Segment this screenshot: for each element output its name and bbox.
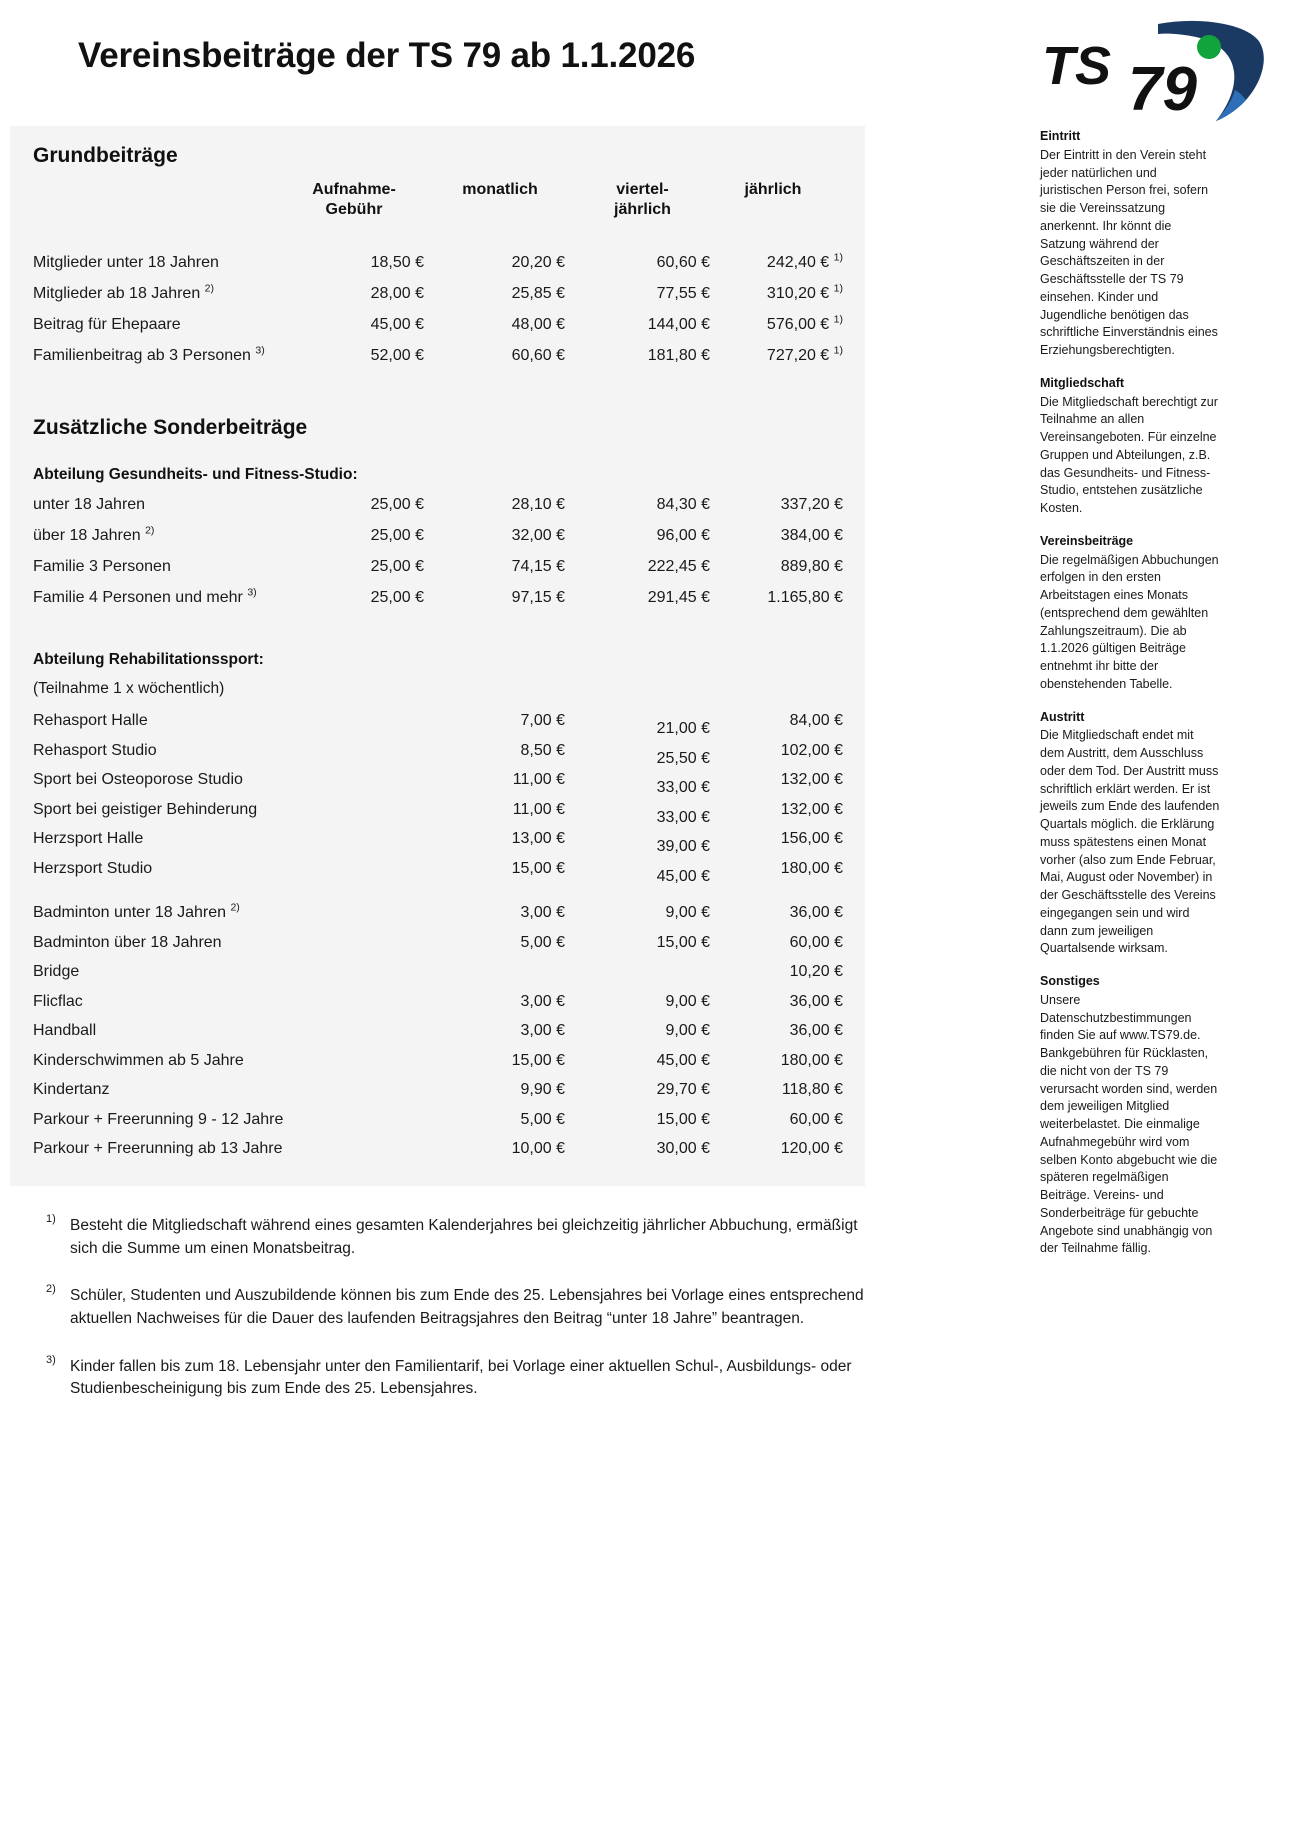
fee-label: Kindertanz — [33, 1081, 110, 1098]
fee-cell: 3,00 € — [520, 992, 565, 1010]
sidebar-section-body: Die Mitgliedschaft berechtigt zur Teilnahme an allen Vereinsangeboten. Für einzelne Gruppen und Abteilungen, z.B. das Gesundheits- und Fitness-Studio, entstehen zusätzliche Kosten. — [1040, 394, 1218, 515]
fee-cell: 180,00 € — [780, 859, 843, 877]
fee-cell: 120,00 € — [780, 1140, 843, 1157]
fee-label: Parkour + Freerunning ab 13 Jahre — [33, 1140, 283, 1157]
document-header — [0, 0, 1290, 126]
fee-cell: 84,00 € — [789, 712, 843, 729]
fee-cell: 889,80 € — [780, 558, 843, 575]
footnotes — [40, 1215, 870, 1426]
table-row — [10, 742, 865, 771]
sidebar-section-heading: Eintritt — [1040, 129, 1081, 143]
fee-cell: 18,50 € — [370, 254, 424, 271]
fee-cell: 25,00 € — [370, 589, 424, 606]
fee-cell: 11,00 € — [512, 800, 565, 818]
table-row — [10, 496, 865, 525]
fee-cell: 5,00 € — [520, 1110, 565, 1128]
sidebar-section — [1040, 375, 1220, 518]
fee-cell: 45,00 € — [656, 867, 710, 885]
fee-cell: 8,50 € — [520, 741, 565, 759]
table-row — [10, 282, 865, 314]
footnote-ref: 1) — [833, 344, 843, 357]
fee-cell: 74,15 € — [511, 558, 565, 575]
section-title-grundbeitraege: Grundbeiträge — [33, 144, 178, 167]
table-row — [10, 313, 865, 345]
fee-cell: 144,00 € — [647, 316, 710, 333]
table-row — [10, 586, 865, 618]
fee-label: über 18 Jahren $^{2)}$ — [33, 524, 155, 544]
fee-cell: 222,45 € — [647, 558, 710, 575]
fee-cell: 576,00 € $^{1)}$ — [766, 313, 843, 333]
footnote-ref: 1) — [833, 313, 843, 326]
footnote-ref: 1) — [833, 251, 843, 264]
footnote-item — [40, 1285, 870, 1330]
footnote-ref: 2) — [230, 901, 240, 914]
fee-cell: 60,00 € — [789, 933, 843, 951]
page-title: Vereinsbeiträge der TS 79 ab 1.1.2026 — [78, 36, 696, 75]
fee-cell: 384,00 € — [780, 527, 843, 544]
footnote-ref: 3) — [255, 344, 265, 357]
sidebar-section-body: Die Mitgliedschaft endet mit dem Austritt, dem Ausschluss oder dem Tod. Der Austritt muss schriftlich erklärt werden. Er ist jeweils zum Ende des laufenden Quartals möglich. die Erklärung muss spätestens einen Monat vorher (also zum Ende Februar, Mai, August oder November) in der Geschäftsstelle des Vereins eingegangen sein und wird dann zum jeweiligen Quartalsende wirksam. — [1040, 728, 1220, 956]
table-row — [10, 830, 865, 859]
fee-cell: 39,00 € — [656, 838, 710, 855]
fee-label: Handball — [33, 1022, 97, 1039]
footnote-ref: 2) — [145, 524, 155, 537]
table-row — [10, 1081, 865, 1110]
fee-cell: 9,00 € — [665, 992, 710, 1010]
fee-cell: 132,00 € — [780, 800, 843, 818]
table-row — [10, 771, 865, 800]
svg-text:TS: TS — [1042, 36, 1112, 96]
fee-cell: 36,00 € — [789, 1022, 843, 1039]
table-row — [10, 524, 865, 556]
fee-cell: 9,00 € — [665, 904, 710, 921]
fee-label: Herzsport Studio — [33, 859, 153, 877]
fee-cell: 45,00 € — [656, 1051, 710, 1069]
fee-cell: 291,45 € — [647, 589, 710, 606]
table-row — [10, 1022, 865, 1051]
fee-cell: 11,00 € — [512, 771, 565, 788]
footnote-item — [40, 1215, 870, 1260]
fee-label: Sport bei Osteoporose Studio — [33, 771, 243, 788]
fee-cell: 181,80 € — [647, 347, 710, 364]
fee-cell: 310,20 € $^{1)}$ — [766, 282, 843, 302]
sidebar-section — [1040, 973, 1220, 1258]
footnote-marker: 3) — [46, 1353, 56, 1366]
table-row — [10, 251, 865, 283]
sidebar-section-heading: Austritt — [1040, 709, 1085, 724]
sidebar-section — [1040, 709, 1220, 959]
fee-cell: 15,00 € — [511, 1051, 565, 1069]
fee-cell: 15,00 € — [656, 933, 710, 951]
sidebar-section-heading: Vereinsbeiträge — [1040, 533, 1134, 548]
ts79-logo — [1040, 18, 1270, 122]
fee-cell: 20,20 € — [511, 254, 565, 271]
fee-cell: 3,00 € — [520, 1022, 565, 1039]
fee-cell: 7,00 € — [520, 712, 565, 729]
fee-cell: 156,00 € — [780, 830, 843, 847]
table-row — [10, 1140, 865, 1169]
table-row — [10, 901, 865, 933]
fee-cell: 25,00 € — [370, 496, 424, 513]
fee-cell: 118,80 € — [781, 1081, 843, 1098]
fee-cell: 21,00 € — [656, 720, 710, 737]
section-title-sonderbeitraege: Zusätzliche Sonderbeiträge — [33, 416, 308, 439]
table-row — [10, 801, 865, 830]
fee-cell: 29,70 € — [656, 1081, 710, 1098]
fee-cell: 727,20 € $^{1)}$ — [766, 344, 843, 364]
footnote-item — [40, 1353, 870, 1401]
fee-cell: 9,90 € — [520, 1081, 565, 1098]
column-header-vierteljaehrlich: viertel- jährlich — [614, 181, 671, 219]
fee-label: unter 18 Jahren — [33, 496, 146, 513]
column-header-monatlich: monatlich — [462, 181, 538, 198]
fee-cell: 180,00 € — [780, 1051, 843, 1069]
sidebar-section-body: Die regelmäßigen Abbuchungen erfolgen in den ersten Arbeitstagen eines Monats (entsprechend dem gewählten Zahlungszeitraum). Die ab 1.1.2026 gültigen Beiträge entnehmt ihr bitte der obenstehenden Tabelle. — [1040, 552, 1219, 691]
fee-label: Mitglieder ab 18 Jahren $^{2)}$ — [33, 282, 214, 302]
fee-label: Kinderschwimmen ab 5 Jahre — [33, 1051, 244, 1069]
column-header-jaehrlich: jährlich — [744, 181, 802, 198]
fee-cell: 10,00 € — [511, 1140, 565, 1157]
table-row — [10, 344, 865, 376]
table-row — [10, 558, 865, 587]
subsection-studio-heading: Abteilung Gesundheits- und Fitness-Studio: — [33, 466, 358, 483]
fee-cell: 36,00 € — [789, 904, 843, 921]
table-row — [10, 934, 865, 963]
fee-cell: 3,00 € — [520, 904, 565, 921]
sidebar-section — [1040, 128, 1220, 360]
fee-cell: 33,00 € — [656, 779, 710, 796]
fee-cell: 60,00 € — [789, 1110, 843, 1128]
table-row — [10, 860, 865, 889]
info-sidebar — [1040, 128, 1220, 1273]
footnote-marker: 2) — [46, 1283, 56, 1296]
fee-cell: 60,60 € — [656, 254, 710, 271]
subsection-reha-heading: Abteilung Rehabilitationssport: — [33, 651, 264, 668]
fee-cell: 25,00 € — [370, 558, 424, 575]
fee-cell: 9,00 € — [665, 1022, 710, 1039]
fee-label: Familie 4 Personen und mehr $^{3)}$ — [33, 586, 257, 606]
footnote-ref: 2) — [204, 282, 214, 295]
fee-label: Badminton über 18 Jahren — [33, 933, 222, 951]
fee-cell: 33,00 € — [656, 808, 710, 826]
fee-label: Mitglieder unter 18 Jahren — [33, 254, 219, 271]
sidebar-section-heading: Mitgliedschaft — [1040, 375, 1125, 390]
fee-cell: 1.165,80 € — [767, 589, 843, 606]
fee-cell: 45,00 € — [370, 316, 424, 333]
fee-cell: 28,00 € — [370, 285, 424, 302]
fee-cell: 77,55 € — [656, 285, 710, 302]
sidebar-section-heading: Sonstiges — [1040, 974, 1100, 988]
fee-cell: 102,00 € — [780, 741, 843, 759]
fee-cell: 15,00 € — [511, 859, 565, 877]
fee-cell: 36,00 € — [789, 992, 843, 1010]
footnote-text: Schüler, Studenten und Auszubildende können bis zum Ende des 25. Lebensjahres bei Vorlage eines entsprechend aktuellen Nachweises für die Dauer des laufenden Beitragsjahres den Beitrag “unter 18 Jahre” beantragen. — [70, 1287, 864, 1327]
fee-cell: 25,00 € — [370, 527, 424, 544]
fee-label: Flicflac — [33, 992, 83, 1010]
fee-label: Rehasport Studio — [33, 741, 157, 759]
fee-cell: 96,00 € — [656, 527, 710, 544]
fees-panel — [10, 126, 865, 1186]
fee-label: Familie 3 Personen — [33, 558, 171, 575]
footnote-text: Kinder fallen bis zum 18. Lebensjahr unter den Familientarif, bei Vorlage einer aktuellen Schul-, Ausbildungs- oder Studienbescheinigung bis zum Ende des 25. Lebensjahres. — [70, 1357, 852, 1398]
table-row — [10, 993, 865, 1022]
fee-label: Rehasport Halle — [33, 712, 148, 729]
footnote-marker: 1) — [46, 1213, 56, 1225]
fee-cell: 25,50 € — [656, 749, 710, 767]
fee-label: Parkour + Freerunning 9 - 12 Jahre — [33, 1110, 284, 1128]
fee-label: Familienbeitrag ab 3 Personen $^{3)}$ — [33, 344, 265, 364]
fee-cell: 13,00 € — [511, 830, 565, 847]
sidebar-section — [1040, 533, 1220, 694]
fee-cell: 52,00 € — [370, 347, 424, 364]
fee-cell: 48,00 € — [511, 316, 565, 333]
reha-participation-note: (Teilnahme 1 x wöchentlich) — [33, 680, 225, 697]
table-row — [10, 963, 865, 992]
fee-label: Bridge — [33, 963, 80, 980]
fee-label: Beitrag für Ehepaare — [33, 316, 181, 333]
footnote-text: Besteht die Mitgliedschaft während eines gesamten Kalenderjahres bei gleichzeitig jährlicher Abbuchung, ermäßigt sich die Summe um einen Monatsbeitrag. — [70, 1217, 858, 1257]
fee-cell: 5,00 € — [520, 933, 565, 951]
table-row — [10, 1052, 865, 1081]
fee-cell: 28,10 € — [511, 496, 565, 513]
fee-label: Sport bei geistiger Behinderung — [33, 800, 258, 818]
svg-text:79: 79 — [1128, 55, 1197, 122]
table-row — [10, 712, 865, 741]
sidebar-section-body: Unsere Datenschutzbestimmungen finden Sie auf www.TS79.de. Bankgebühren für Rücklasten, die nicht von der TS 79 verursacht worden sind, werden dem jeweiligen Mitglied weiterbelastet. Die einmalige Aufnahmegebühr wird vom selben Konto abgebucht wie die späteren regelmäßigen Beiträge. Vereins- und Sonderbeiträge für gebuchte Angebote sind unabhängig von der Teilnahme fällig. — [1040, 992, 1218, 1256]
fee-cell: 60,60 € — [511, 347, 565, 364]
footnote-ref: 3) — [247, 586, 257, 599]
fee-cell: 97,15 € — [511, 589, 565, 606]
fee-cell: 242,40 € $^{1)}$ — [766, 251, 843, 271]
fee-cell: 337,20 € — [780, 496, 843, 513]
fee-cell: 30,00 € — [656, 1140, 710, 1157]
footnote-ref: 1) — [833, 282, 843, 295]
fee-cell: 25,85 € — [511, 285, 565, 302]
fee-cell: 15,00 € — [656, 1110, 710, 1128]
fee-cell: 132,00 € — [780, 771, 843, 788]
fee-cell: 32,00 € — [511, 527, 565, 544]
fee-cell: 84,30 € — [656, 496, 710, 513]
fee-cell: 10,20 € — [789, 963, 843, 980]
fee-label: Herzsport Halle — [33, 830, 144, 847]
column-header-aufnahmegebuehr: Aufnahme- Gebühr — [312, 181, 396, 219]
fee-label: Badminton unter 18 Jahren $^{2)}$ — [33, 901, 240, 921]
table-row — [10, 1111, 865, 1140]
sidebar-section-body: Der Eintritt in den Verein steht jeder natürlichen und juristischen Person frei, sofern sie die Vereinssatzung anerkennt. Ihr könnt die Satzung während der Geschäftszeiten in der Geschäftsstelle der TS 79 einsehen. Kinder und Jugendliche benötigen das schriftliche Einverständnis eines Erziehungsberechtigten. — [1040, 147, 1218, 357]
